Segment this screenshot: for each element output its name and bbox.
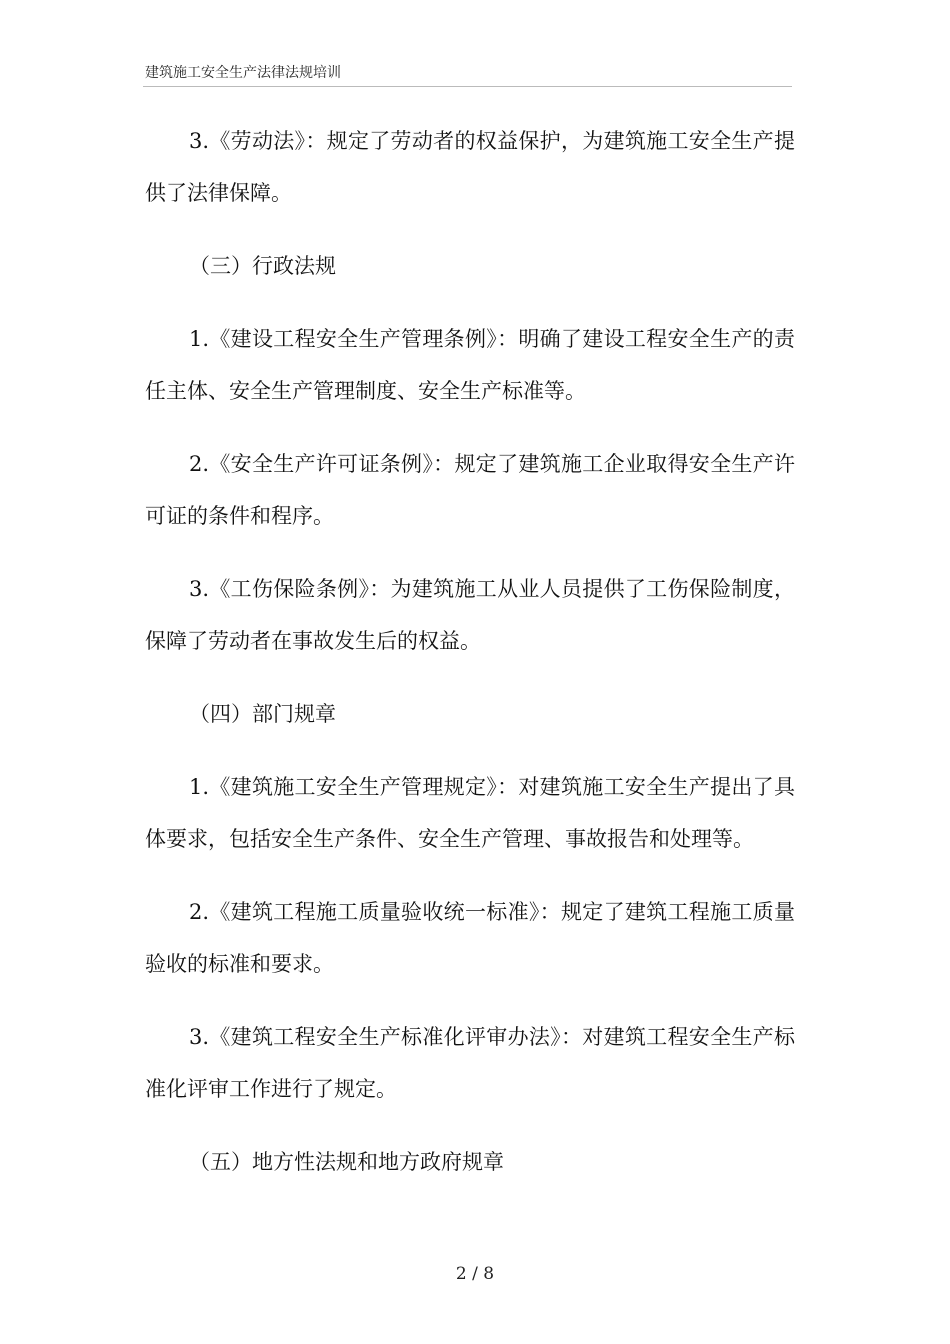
paragraph-work-injury-insurance: 3.《工伤保险条例》：为建筑施工从业人员提供了工伤保险制度，保障了劳动者在事故发生后的权益。 [145,577,795,653]
paragraph-labor-law: 3.《劳动法》：规定了劳动者的权益保护，为建筑施工安全生产提供了法律保障。 [145,129,795,205]
header-divider [143,86,792,87]
paragraph-standardization-review: 3.《建筑工程安全生产标准化评审办法》：对建筑工程安全生产标准化评审工作进行了规定。 [145,1025,795,1101]
paragraph-construction-safety-management: 1.《建筑施工安全生产管理规定》：对建筑施工安全生产提出了具体要求，包括安全生产条件、安全生产管理、事故报告和处理等。 [145,775,795,851]
paragraph-construction-safety-regulation: 1.《建设工程安全生产管理条例》：明确了建设工程安全生产的责任主体、安全生产管理制度、安全生产标准等。 [145,327,795,403]
running-header: 建筑施工安全生产法律法规培训 [145,65,341,81]
section-heading-local-regulations: （五）地方性法规和地方政府规章 [189,1150,504,1174]
paragraph-quality-acceptance-standard: 2.《建筑工程施工质量验收统一标准》：规定了建筑工程施工质量验收的标准和要求。 [145,900,795,976]
paragraph-safety-license-regulation: 2.《安全生产许可证条例》：规定了建筑施工企业取得安全生产许可证的条件和程序。 [145,452,795,528]
page-number: 2 / 8 [455,1264,495,1284]
body-content [145,115,795,1209]
section-heading-administrative-regulations: （三）行政法规 [189,254,336,278]
section-heading-department-rules: （四）部门规章 [189,702,336,726]
